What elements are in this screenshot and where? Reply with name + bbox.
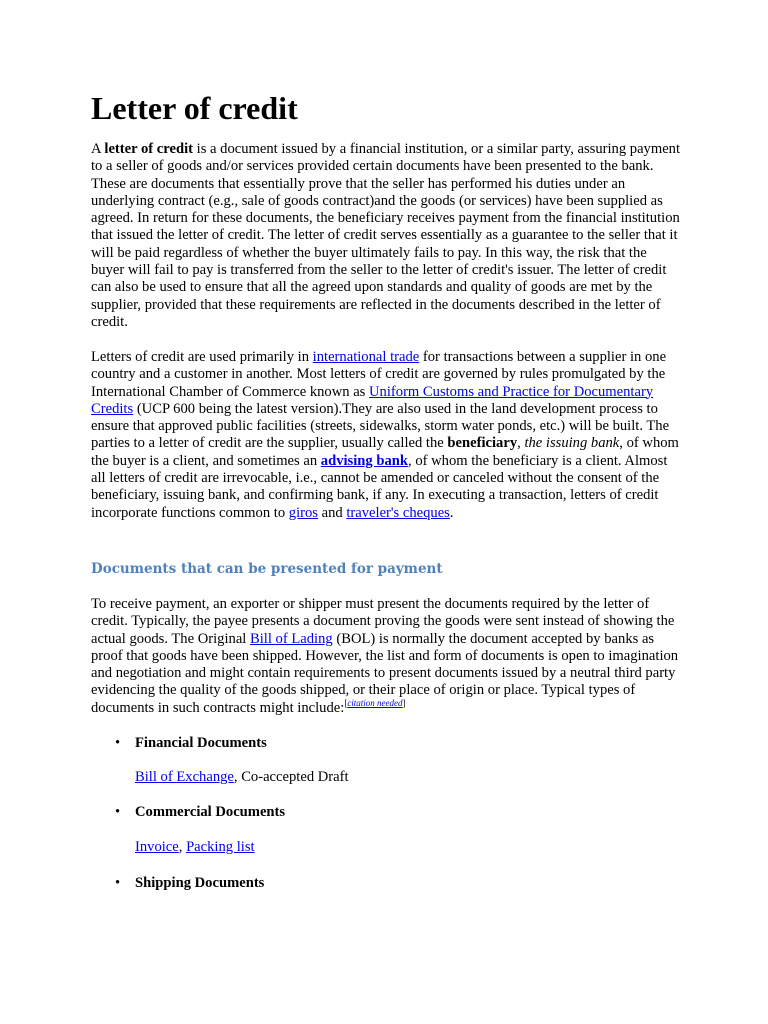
bullet-icon: • <box>115 804 121 820</box>
citation-needed <box>344 698 405 708</box>
text: To receive payment, an exporter or shipper must present the documents required by the letter of credit. Typically, the payee presents a document proving the goods were sent instead of showing the actual goods. The Original <box>91 596 675 647</box>
section-heading: Documents that can be presented for payment <box>91 561 443 577</box>
list-item <box>115 734 267 752</box>
list-item-detail <box>135 768 349 786</box>
text: A <box>91 141 105 157</box>
link-international-trade[interactable]: international trade <box>312 349 420 365</box>
list-item-detail <box>135 838 255 856</box>
text: for transactions between a supplier in one country and a customer in another. Most letters of credit are governed by rules promulgated by the International Chamber of Commerce known as <box>91 349 667 400</box>
text: and <box>317 504 347 521</box>
bullet-icon: • <box>115 735 121 751</box>
text: (BOL) is normally the document accepted by banks as proof that goods have been shipped. However, the list and form of documents is open to imagination and negotiation and might contain requirements to present documents issued by a neutral third party evidencing the quality of the goods shipped, or their place of origin or place. Typical types of documents in such contracts might include: <box>91 630 679 716</box>
link-ucp[interactable]: Uniform Customs and Practice for Documentary Credits <box>91 383 654 417</box>
text: , of whom the buyer is a client, and sometimes an <box>91 435 679 469</box>
list-item-title: Financial Documents <box>135 735 267 751</box>
list-item-title: Shipping Documents <box>135 875 265 891</box>
term-letter-of-credit: letter of credit <box>104 141 193 157</box>
link-bill-of-exchange[interactable]: Bill of Exchange <box>135 769 234 785</box>
text: is a document issued by a financial institution, or a similar party, assuring payment to a seller of goods and/or services provided certain documents have been presented to the bank. These are documents that essentially prove that the seller has performed his duties under an underlying contract (e.g., sale of goods contract)and the goods (or services) have been supplied as agreed. In return for these documents, the beneficiary receives payment from the financial institution that issued the letter of credit. The letter of credit serves essentially as a guarantee to the seller that it will be paid regardless of whether the buyer ultimately fails to pay. In this way, the risk that the buyer will fail to pay is transferred from the seller to the letter of credit's issuer. The letter of credit can also be used to ensure that all the agreed upon standards and quality of goods are met by the supplier, provided that these requirements are reflected in the documents described in the letter of credit. <box>91 141 681 330</box>
usage-paragraph <box>91 349 683 522</box>
list-item-title: Commercial Documents <box>135 804 286 820</box>
link-advising-bank[interactable]: advising bank <box>320 452 409 469</box>
text: , <box>178 839 187 855</box>
term-beneficiary: beneficiary <box>447 435 518 452</box>
term-issuing-bank: the issuing bank <box>524 435 620 452</box>
list-item <box>115 874 264 892</box>
text: . <box>449 504 454 521</box>
text: Letters of credit are used primarily in <box>91 349 313 365</box>
documents-paragraph <box>91 596 683 717</box>
intro-paragraph <box>91 141 683 331</box>
bullet-icon: • <box>115 875 121 891</box>
bracket: [ <box>344 697 348 708</box>
link-invoice[interactable]: Invoice <box>135 839 179 855</box>
link-bill-of-lading[interactable]: Bill of Lading <box>250 630 333 647</box>
text: , <box>517 435 525 452</box>
text: , of whom the beneficiary is a client. Almost all letters of credit are irrevocable, i.e., cannot be amended or canceled without the consent of the beneficiary, issuing bank, and confirming bank, if any. In executing a transaction, letters of credit incorporate functions common to <box>91 452 668 521</box>
link-citation-needed[interactable]: citation needed <box>347 697 403 708</box>
link-giros[interactable]: giros <box>288 504 318 521</box>
bracket: ] <box>402 697 406 708</box>
page-title: Letter of credit <box>91 90 298 126</box>
link-packing-list[interactable]: Packing list <box>186 839 255 855</box>
link-travelers-cheques[interactable]: traveler's cheques <box>346 504 450 521</box>
list-item <box>115 803 285 821</box>
text: (UCP 600 being the latest version).They are also used in the land development process to ensure that approved public facilities (streets, sidewalks, storm water ponds, etc.) will be built. The parties to a letter of credit are the supplier, usually called the <box>91 400 670 452</box>
text: , Co-accepted Draft <box>233 769 349 785</box>
